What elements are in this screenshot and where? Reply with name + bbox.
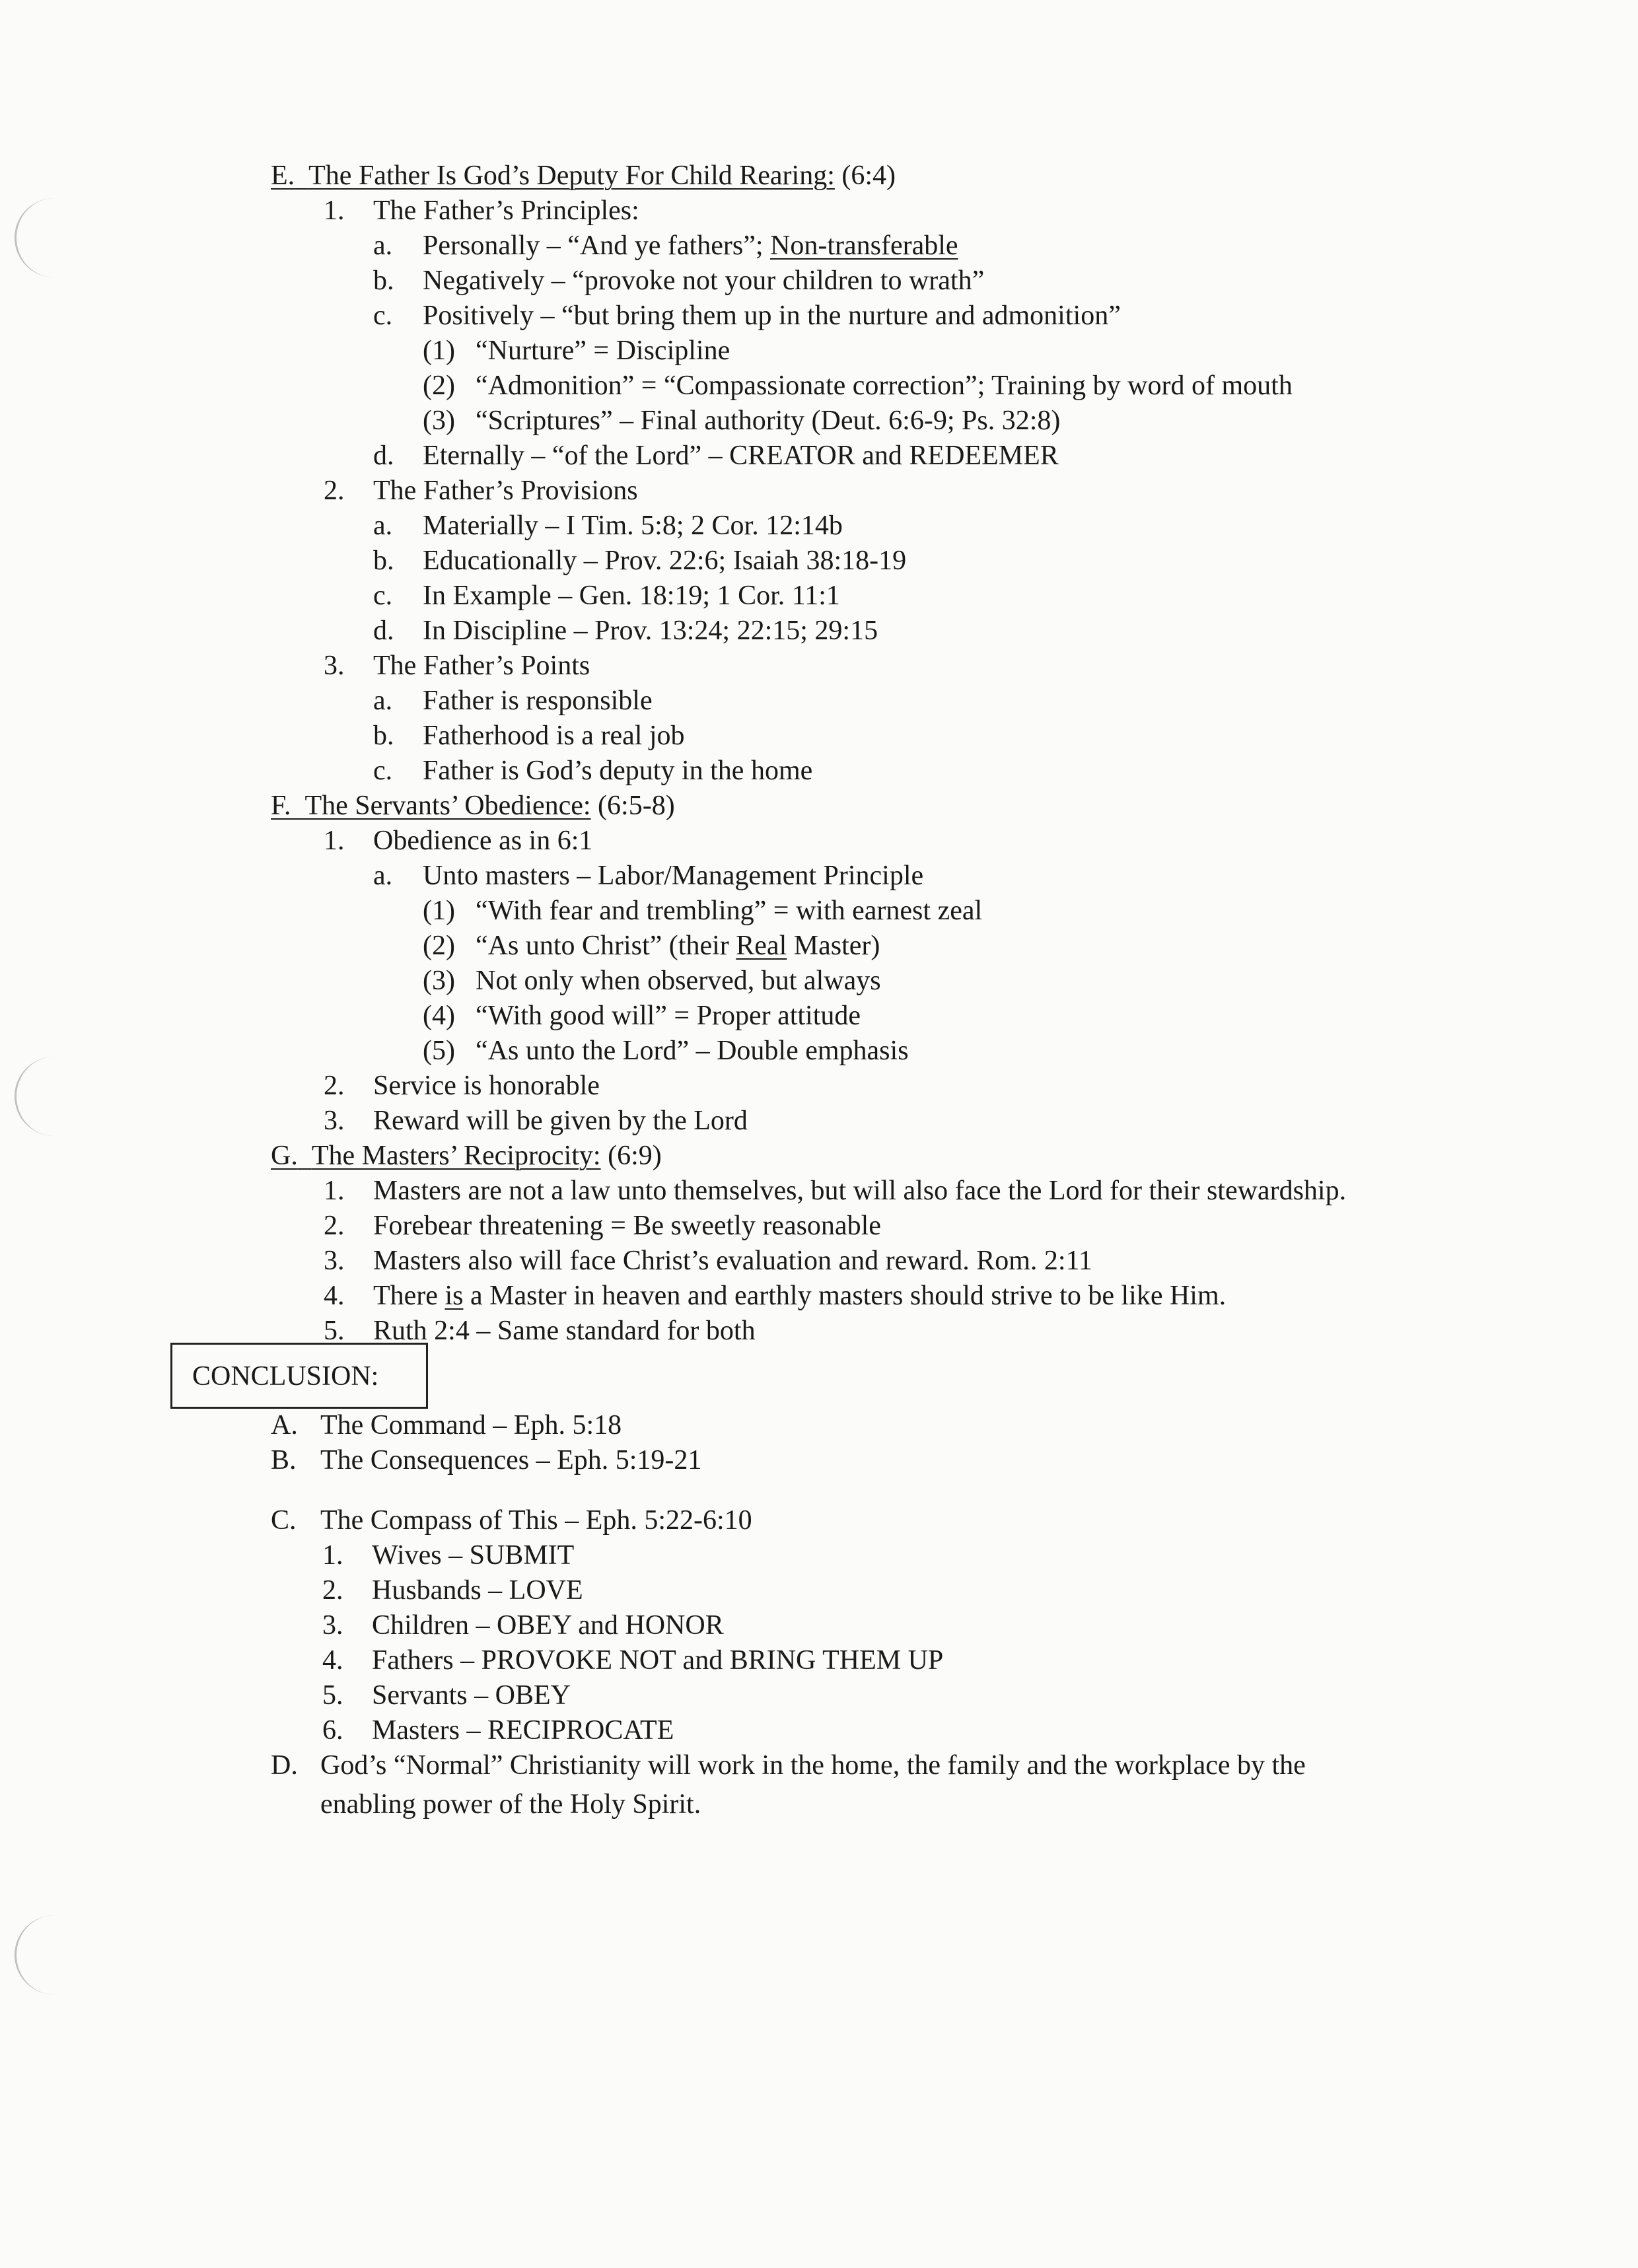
point-text: “As unto Christ” (their: [476, 931, 736, 961]
punch-hole-middle: [15, 1057, 63, 1136]
section-e-point-2d: [373, 614, 878, 648]
point-text: Materially – I Tim. 5:8; 2 Cor. 12:14b: [423, 511, 843, 541]
conclusion-b: [271, 1443, 701, 1477]
punch-hole-bottom: [15, 1915, 63, 1995]
point-text: Service is honorable: [373, 1071, 600, 1101]
section-f-heading: [271, 789, 675, 823]
letter-marker: a.: [373, 686, 393, 716]
section-e-point-3a: [373, 684, 653, 718]
underlined-text: Real: [736, 931, 787, 961]
number-marker: (1): [423, 336, 455, 366]
conclusion-c-3: [322, 1608, 724, 1643]
section-e-point-2: [324, 474, 638, 508]
point-text: Positively – “but bring them up in the nurture and admonition”: [423, 301, 1121, 331]
point-text: In Discipline – Prov. 13:24; 22:15; 29:15: [423, 616, 878, 646]
number-marker: 6.: [322, 1715, 343, 1746]
section-e-point-1a: [373, 229, 958, 263]
section-e-point-1: [324, 194, 639, 228]
number-marker: 3.: [324, 1246, 345, 1276]
section-f-point-1a-5: [423, 1034, 909, 1068]
section-g-point-2: [324, 1209, 881, 1243]
point-text: Fatherhood is a real job: [423, 721, 685, 751]
number-marker: (3): [423, 966, 455, 996]
number-marker: 1.: [324, 195, 345, 226]
punch-hole-top: [15, 198, 63, 277]
point-text: God’s “Normal” Christianity will work in the home, the family and the workplace by the: [320, 1750, 1306, 1781]
letter-marker: B.: [271, 1445, 297, 1475]
letter-marker: d.: [373, 616, 394, 646]
letter-marker: d.: [373, 441, 394, 471]
point-text: “Scriptures” – Final authority (Deut. 6:6-9; Ps. 32:8): [476, 406, 1061, 436]
point-text-tail: a Master in heaven and earthly masters should strive to be like Him.: [463, 1281, 1227, 1311]
section-e-ref: (6:4): [841, 160, 896, 191]
number-marker: (3): [423, 406, 455, 436]
section-f-title: The Servants’ Obedience:: [304, 791, 591, 821]
section-e-point-1c-1: [423, 334, 730, 368]
conclusion-c-5: [322, 1678, 571, 1713]
point-text: Father is God’s deputy in the home: [423, 756, 813, 786]
section-f-point-1a-4: [423, 999, 861, 1033]
point-text: Children – OBEY and HONOR: [372, 1610, 724, 1641]
section-f-point-3: [324, 1104, 748, 1138]
underlined-text: is: [445, 1281, 464, 1311]
letter-marker: D.: [271, 1750, 298, 1781]
section-g-ref: (6:9): [608, 1141, 662, 1171]
point-text: The Compass of This – Eph. 5:22-6:10: [320, 1505, 752, 1536]
number-marker: 5.: [322, 1680, 343, 1711]
letter-marker: c.: [373, 301, 393, 331]
number-marker: 3.: [324, 1106, 345, 1136]
conclusion-heading: CONCLUSION:: [192, 1361, 379, 1392]
conclusion-c-6: [322, 1713, 674, 1748]
section-f-point-1: [324, 824, 592, 858]
section-f-letter: F.: [271, 791, 291, 821]
number-marker: 3.: [324, 651, 345, 681]
point-text: Reward will be given by the Lord: [373, 1106, 748, 1136]
section-g-point-4: [324, 1279, 1226, 1313]
number-marker: 2.: [324, 1071, 345, 1101]
section-g-heading: [271, 1139, 662, 1173]
point-text: Masters – RECIPROCATE: [372, 1715, 674, 1746]
section-e-point-1c-3: [423, 404, 1060, 438]
point-text: “Nurture” = Discipline: [476, 336, 730, 366]
number-marker: 1.: [324, 826, 345, 856]
section-e-point-2b: [373, 544, 906, 578]
section-e-point-1b: [373, 264, 984, 298]
letter-marker: a.: [373, 230, 393, 261]
letter-marker: b.: [373, 721, 394, 751]
point-text: Husbands – LOVE: [372, 1575, 583, 1606]
conclusion-a: [271, 1408, 622, 1442]
conclusion-box: [170, 1343, 428, 1409]
section-e-letter: E.: [271, 160, 295, 191]
conclusion-c-2: [322, 1573, 583, 1608]
point-text: Obedience as in 6:1: [373, 826, 593, 856]
number-marker: 1.: [324, 1176, 345, 1206]
conclusion-c: [271, 1503, 752, 1538]
section-e-point-3: [324, 649, 590, 683]
number-marker: 4.: [322, 1645, 343, 1676]
number-marker: 5.: [324, 1316, 345, 1346]
number-marker: (4): [423, 1001, 455, 1031]
point-text: Negatively – “provoke not your children to wrath”: [423, 266, 985, 296]
section-e-point-1c-2: [423, 369, 1293, 403]
underlined-text: Non-transferable: [770, 230, 958, 261]
conclusion-c-4: [322, 1643, 943, 1678]
point-text: There: [373, 1281, 445, 1311]
section-e-point-3b: [373, 719, 685, 753]
point-text: In Example – Gen. 18:19; 1 Cor. 11:1: [423, 581, 840, 611]
number-marker: 1.: [322, 1540, 343, 1571]
number-marker: 2.: [322, 1575, 343, 1606]
number-marker: 3.: [322, 1610, 343, 1641]
point-text: “As unto the Lord” – Double emphasis: [476, 1036, 909, 1066]
section-e-point-2a: [373, 509, 843, 543]
letter-marker: c.: [373, 581, 393, 611]
section-g-point-3: [324, 1244, 1092, 1278]
section-e-point-1c: [373, 299, 1121, 333]
point-text: “With fear and trembling” = with earnest zeal: [476, 896, 983, 926]
number-marker: 4.: [324, 1281, 345, 1311]
letter-marker: a.: [373, 861, 393, 891]
section-e-title: The Father Is God’s Deputy For Child Rearing:: [308, 160, 835, 191]
section-g-point-1: [324, 1174, 1346, 1208]
point-text: The Father’s Points: [373, 651, 590, 681]
point-text: The Father’s Provisions: [373, 476, 638, 506]
section-f-point-2: [324, 1069, 600, 1103]
conclusion-c-1: [322, 1538, 574, 1573]
letter-marker: A.: [271, 1410, 298, 1440]
letter-marker: b.: [373, 266, 394, 296]
section-g-title: The Masters’ Reciprocity:: [311, 1141, 601, 1171]
point-text: Wives – SUBMIT: [372, 1540, 575, 1571]
point-text: Not only when observed, but always: [476, 966, 881, 996]
section-f-point-1a-1: [423, 894, 982, 928]
point-text: Fathers – PROVOKE NOT and BRING THEM UP: [372, 1645, 944, 1676]
point-text: The Command – Eph. 5:18: [320, 1410, 622, 1440]
conclusion-d-continuation: [320, 1787, 701, 1822]
point-text: “With good will” = Proper attitude: [476, 1001, 861, 1031]
section-e-point-1d: [373, 439, 1059, 473]
point-text: enabling power of the Holy Spirit.: [320, 1789, 701, 1820]
point-text: Forebear threatening = Be sweetly reasonable: [373, 1211, 881, 1241]
letter-marker: b.: [373, 546, 394, 576]
number-marker: (5): [423, 1036, 455, 1066]
section-f-ref: (6:5-8): [598, 791, 675, 821]
point-text: Ruth 2:4 – Same standard for both: [373, 1316, 756, 1346]
section-e-point-3c: [373, 754, 812, 788]
section-f-point-1a: [373, 859, 923, 893]
section-f-point-1a-2: [423, 929, 880, 963]
point-text: Personally – “And ye fathers”;: [423, 230, 771, 261]
number-marker: (2): [423, 371, 455, 401]
point-text: “Admonition” = “Compassionate correction”; Training by word of mouth: [476, 371, 1293, 401]
number-marker: (1): [423, 896, 455, 926]
section-e-heading: [271, 159, 896, 193]
point-text: Educationally – Prov. 22:6; Isaiah 38:18-19: [423, 546, 907, 576]
section-e-point-2c: [373, 579, 840, 613]
point-text: Unto masters – Labor/Management Principle: [423, 861, 924, 891]
letter-marker: c.: [373, 756, 393, 786]
point-text: Eternally – “of the Lord” – CREATOR and REDEEMER: [423, 441, 1059, 471]
point-text: The Consequences – Eph. 5:19-21: [320, 1445, 702, 1475]
point-text: Servants – OBEY: [372, 1680, 571, 1711]
point-text: Masters also will face Christ’s evaluation and reward. Rom. 2:11: [373, 1246, 1093, 1276]
section-f-point-1a-3: [423, 964, 881, 998]
point-text: Father is responsible: [423, 686, 653, 716]
point-text-tail: Master): [787, 931, 880, 961]
point-text: The Father’s Principles:: [373, 195, 639, 226]
letter-marker: C.: [271, 1505, 297, 1536]
section-g-letter: G.: [271, 1141, 298, 1171]
point-text: Masters are not a law unto themselves, but will also face the Lord for their stewardship.: [373, 1176, 1347, 1206]
letter-marker: a.: [373, 511, 393, 541]
number-marker: (2): [423, 931, 455, 961]
number-marker: 2.: [324, 1211, 345, 1241]
conclusion-d: [271, 1748, 1306, 1783]
number-marker: 2.: [324, 476, 345, 506]
